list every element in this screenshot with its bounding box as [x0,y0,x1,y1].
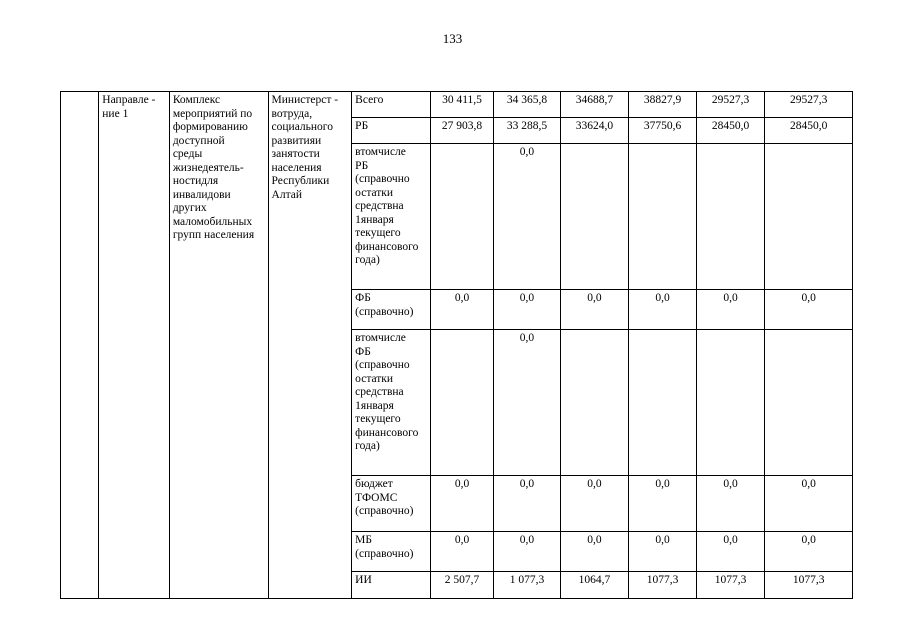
value-cell: 0,0 [430,532,493,572]
cell-word: 1 [355,399,361,412]
cell-word: труда, [282,107,313,120]
value-cell: 34 365,8 [494,92,561,118]
cell-line: текущего [355,227,401,239]
index-cell [61,92,99,599]
cell-word: средств [355,386,393,398]
cell-word: ности [172,175,202,187]
funding-source-cell [352,532,431,572]
cell-line: (справочно) [355,547,414,560]
value-cell [765,144,853,290]
value-cell: 0,0 [696,532,765,572]
funding-source-cell [352,290,431,330]
value-cell: 0,0 [560,290,629,330]
ministry-cell [268,92,352,599]
cell-line-justified [272,135,349,149]
funding-source-cell [352,330,431,476]
value-cell [629,330,697,476]
cell-line: формированию [172,121,248,133]
cell-word: на [392,386,404,398]
funding-source-cell [352,92,431,118]
value-cell: 0,0 [696,476,765,532]
cell-line: ние 1 [102,107,129,120]
cell-word: на [392,200,404,212]
value-cell [765,330,853,476]
value-cell: 0,0 [494,144,561,290]
cell-word: для [201,175,219,187]
funding-source-cell [352,476,431,532]
value-cell [560,330,629,476]
cell-line: остатки [355,186,394,199]
cell-word: числе [378,332,406,344]
cell-line: (справочно [355,359,410,371]
cell-line: остатки [355,372,394,385]
value-cell: 34688,7 [560,92,629,118]
cell-line: ФБ [355,292,371,304]
value-cell: 29527,3 [765,92,853,118]
cell-line: (справочно) [355,305,414,318]
value-cell: 1 077,3 [494,572,561,599]
cell-line: Всего [355,94,384,106]
cell-line: РБ [355,120,369,132]
value-cell: 0,0 [560,476,629,532]
cell-line: других [172,202,207,214]
cell-word: средств [355,200,393,212]
funding-source-cell [352,118,431,144]
value-cell: 1064,7 [560,572,629,599]
value-cell: 0,0 [629,290,697,330]
value-cell: 0,0 [629,476,697,532]
value-cell: 27 903,8 [430,118,493,144]
cell-line: РБ [355,159,369,172]
cell-line-justified [355,332,427,346]
cell-line: года) [355,440,380,452]
complex-cell [169,92,268,599]
value-cell: 0,0 [765,476,853,532]
cell-line-justified [173,175,265,189]
value-cell: 28450,0 [696,118,765,144]
value-cell: 28450,0 [765,118,853,144]
page-number: 133 [442,31,463,46]
cell-line: Республики [271,175,330,187]
cell-line: маломобильных [172,215,253,228]
cell-line: доступной [172,134,225,147]
cell-word: во [271,107,283,120]
cell-line-justified [355,214,427,228]
cell-line-justified [355,200,427,214]
cell-line: занятости [271,148,320,160]
cell-word: и [224,188,231,201]
value-cell: 0,0 [430,476,493,532]
value-cell [696,330,765,476]
cell-line: финансового [355,240,419,253]
value-cell: 0,0 [765,290,853,330]
funding-source-cell [352,572,431,599]
value-cell: 29527,3 [696,92,765,118]
direction-cell [99,92,170,599]
value-cell: 33 288,5 [494,118,561,144]
value-cell: 0,0 [494,532,561,572]
cell-word: в [355,146,361,158]
cell-line: социального [271,121,333,133]
cell-line: (справочно) [355,505,414,517]
value-cell: 1077,3 [629,572,697,599]
cell-line: финансового [355,426,419,439]
cell-line: (справочно [355,173,410,185]
cell-word: том [360,332,379,344]
value-cell: 0,0 [494,476,561,532]
cell-line: Комплекс [172,94,221,106]
value-cell [430,330,493,476]
cell-line: населения [271,161,322,174]
cell-word: развития [271,134,315,147]
value-cell: 0,0 [494,330,561,476]
table-row [61,92,853,118]
value-cell: 37750,6 [629,118,697,144]
value-cell: 0,0 [560,532,629,572]
cell-word: и [315,134,322,147]
cell-line-justified [355,146,427,160]
value-cell [560,144,629,290]
cell-line: текущего [355,413,401,425]
cell-word: 1 [355,213,361,226]
cell-line: Министерст - [271,94,339,106]
value-cell [430,144,493,290]
value-cell: 38827,9 [629,92,697,118]
value-cell: 0,0 [696,290,765,330]
funding-source-cell [352,144,431,290]
cell-line: года) [355,254,380,266]
cell-word: числе [378,146,406,158]
cell-line: групп населения [172,229,255,241]
cell-line: Направле - [102,94,156,106]
cell-line: Алтай [271,188,303,201]
value-cell: 0,0 [765,532,853,572]
cell-line-justified [173,189,265,203]
value-cell [696,144,765,290]
value-cell: 33624,0 [560,118,629,144]
cell-line: ФБ [355,345,371,358]
value-cell: 1077,3 [765,572,853,599]
cell-word: января [360,399,394,412]
cell-line: среды [172,148,203,160]
cell-line: мероприятий по [172,107,253,120]
value-cell: 0,0 [629,532,697,572]
cell-line-justified [355,386,427,400]
cell-word: инвалидов [172,188,225,201]
value-cell: 2 507,7 [430,572,493,599]
cell-word: том [360,146,379,158]
value-cell: 30 411,5 [430,92,493,118]
cell-line-justified [355,400,427,414]
cell-line: бюджет [355,478,393,490]
cell-line: ТФОМС [355,491,398,504]
cell-line: ИИ [355,574,372,586]
cell-line: жизнедеятель- [172,161,244,174]
value-cell: 0,0 [494,290,561,330]
cell-line-justified [272,108,349,122]
cell-line: МБ [355,534,373,546]
budget-table [60,91,853,599]
value-cell: 0,0 [430,290,493,330]
value-cell [629,144,697,290]
cell-word: января [360,213,394,226]
cell-word: в [355,332,361,344]
value-cell: 1077,3 [696,572,765,599]
